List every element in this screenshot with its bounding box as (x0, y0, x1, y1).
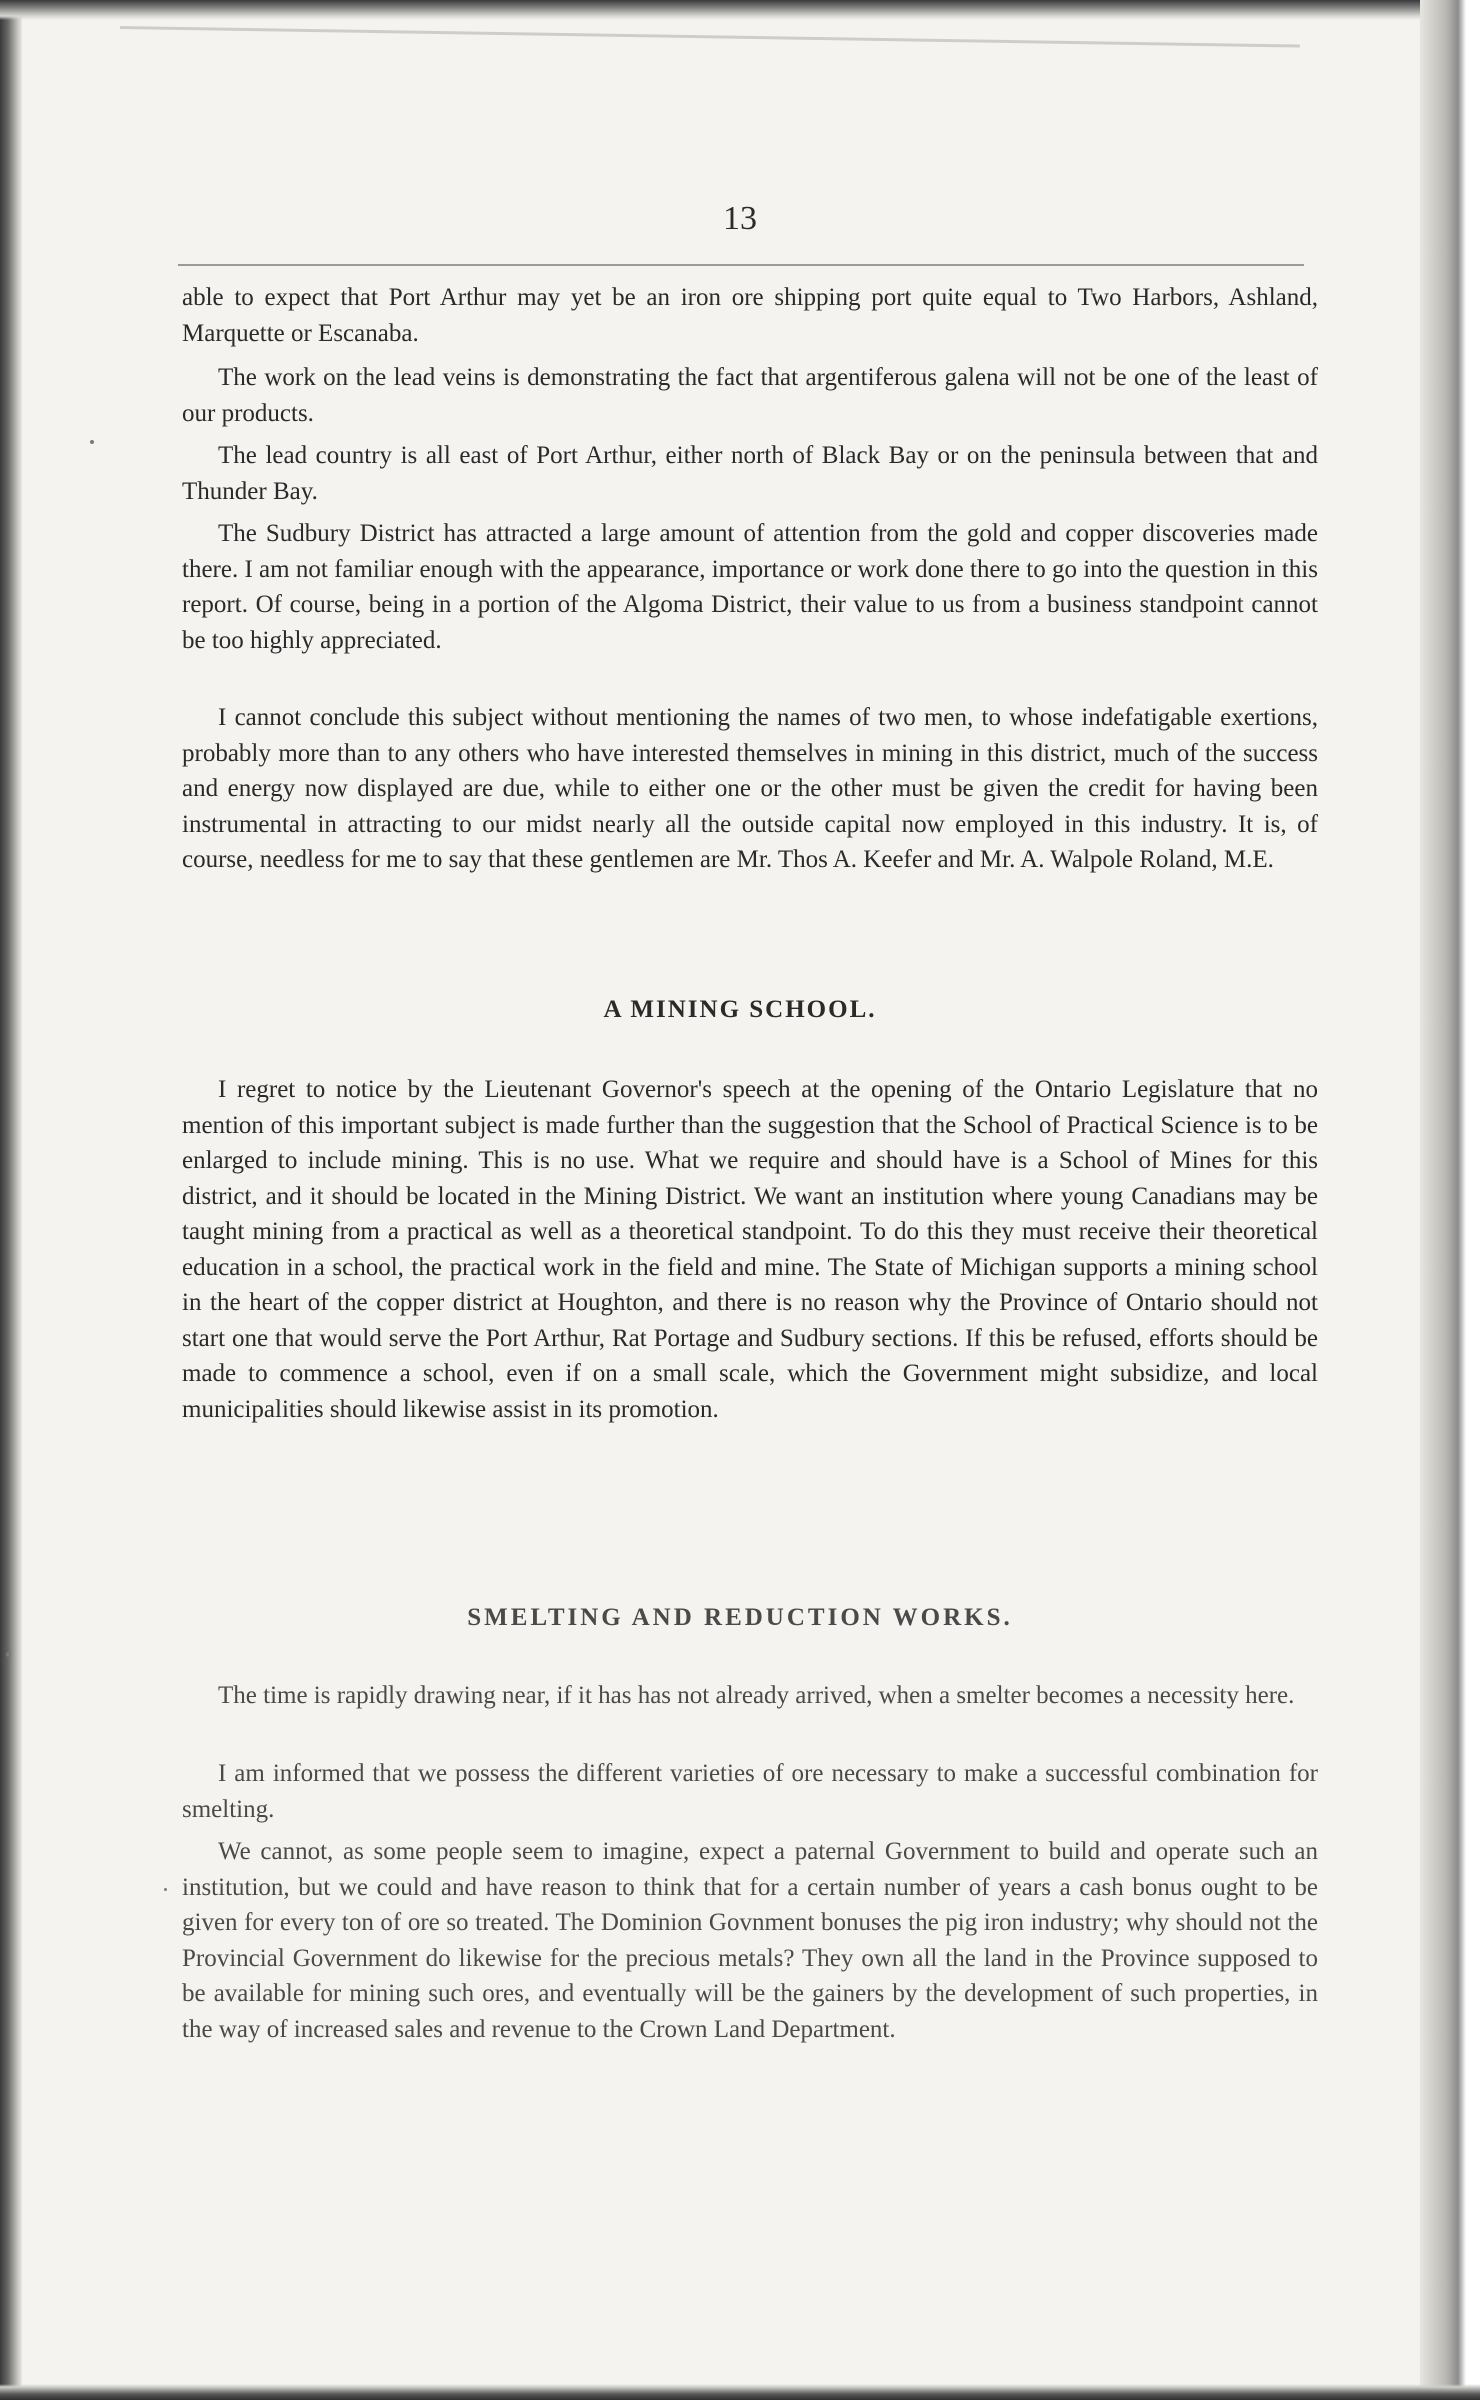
paragraph-mining-school: I regret to notice by the Lieutenant Governor's speech at the opening of the Ontario Legislature that no mention of this important subject is made further than the suggestion that the School of Practical Science is to be enlarged to include mining. This is no use. What we require and should have is a School of Mines for this district, and it should be located in the Mining District. We want an institution where young Canadians may be taught mining from a practical as well as a theoretical standpoint. To do this they must receive their theoretical education in a school, the practical work in the field and mine. The State of Michigan supports a mining school in the heart of the copper district at Houghton, and there is no reason why the Province of Ontario should not start one that would serve the Port Arthur, Rat Portage and Sudbury sections. If this be refused, efforts should be made to commence a school, even if on a small scale, which the Government might subsidize, and local municipalities should likewise assist in its promotion. (182, 1076, 1318, 1423)
paragraph-ore-varieties: I am informed that we possess the different varieties of ore necessary to make a successful combination for smelting. (182, 1760, 1318, 1823)
scan-speck (6, 1652, 11, 1657)
page-left-edge (0, 0, 22, 2400)
page-top-edge (0, 0, 1480, 20)
heading-mining-school: A MINING SCHOOL. (603, 996, 877, 1023)
paragraph-lead-country: The lead country is all east of Port Arthur, either north of Black Bay or on the peninsula between that and Thunder Bay. (182, 442, 1318, 505)
page-number: 13 (723, 200, 757, 237)
paragraph-port-arthur: able to expect that Port Arthur may yet be an iron ore shipping port quite equal to Two Harbors, Ashland, Marquette or Escanaba. (182, 284, 1318, 347)
page-crease (120, 26, 1300, 48)
paragraph-two-men: I cannot conclude this subject without mentioning the names of two men, to whose indefatigable exertions, probably more than to any others who have interested themselves in mining in this district, much of the success and energy now displayed are due, while to either one or the other must be given the credit for having been instrumental in attracting to our midst nearly all the outside capital now employed in this industry. It is, of course, needless for me to say that these gentlemen are Mr. Thos A. Keefer and Mr. A. Walpole Roland, M.E. (182, 704, 1318, 873)
scan-speck (164, 1888, 167, 1891)
scan-speck (90, 440, 94, 444)
heading-smelting: SMELTING AND REDUCTION WORKS. (467, 1604, 1013, 1631)
page-bottom-edge (0, 2384, 1480, 2400)
paragraph-lead-veins: The work on the lead veins is demonstrating the fact that argentiferous galena will not be one of the least of our products. (182, 364, 1318, 427)
paragraph-smelter-necessity: The time is rapidly drawing near, if it has has not already arrived, when a smelter becomes a necessity here. (218, 1682, 1295, 1709)
paragraph-government-bonus: We cannot, as some people seem to imagine, expect a paternal Government to build and operate such an institution, but we could and have reason to think that for a certain number of years a cash bonus ought to be given for every ton of ore so treated. The Dominion Govnment bonuses the pig iron industry; why should not the Provincial Government do likewise for the precious metals? They own all the land in the Province supposed to be available for mining such ores, and eventually will be the gainers by the development of such properties, in the way of increased sales and revenue to the Crown Land Department. (182, 1838, 1318, 2043)
header-rule (178, 264, 1304, 266)
page-right-edge (1420, 0, 1480, 2400)
paragraph-sudbury: The Sudbury District has attracted a large amount of attention from the gold and copper discoveries made there. I am not familiar enough with the appearance, importance or work done there to go into the question in this report. Of course, being in a portion of the Algoma District, their value to us from a business standpoint cannot be too highly appreciated. (182, 520, 1318, 654)
